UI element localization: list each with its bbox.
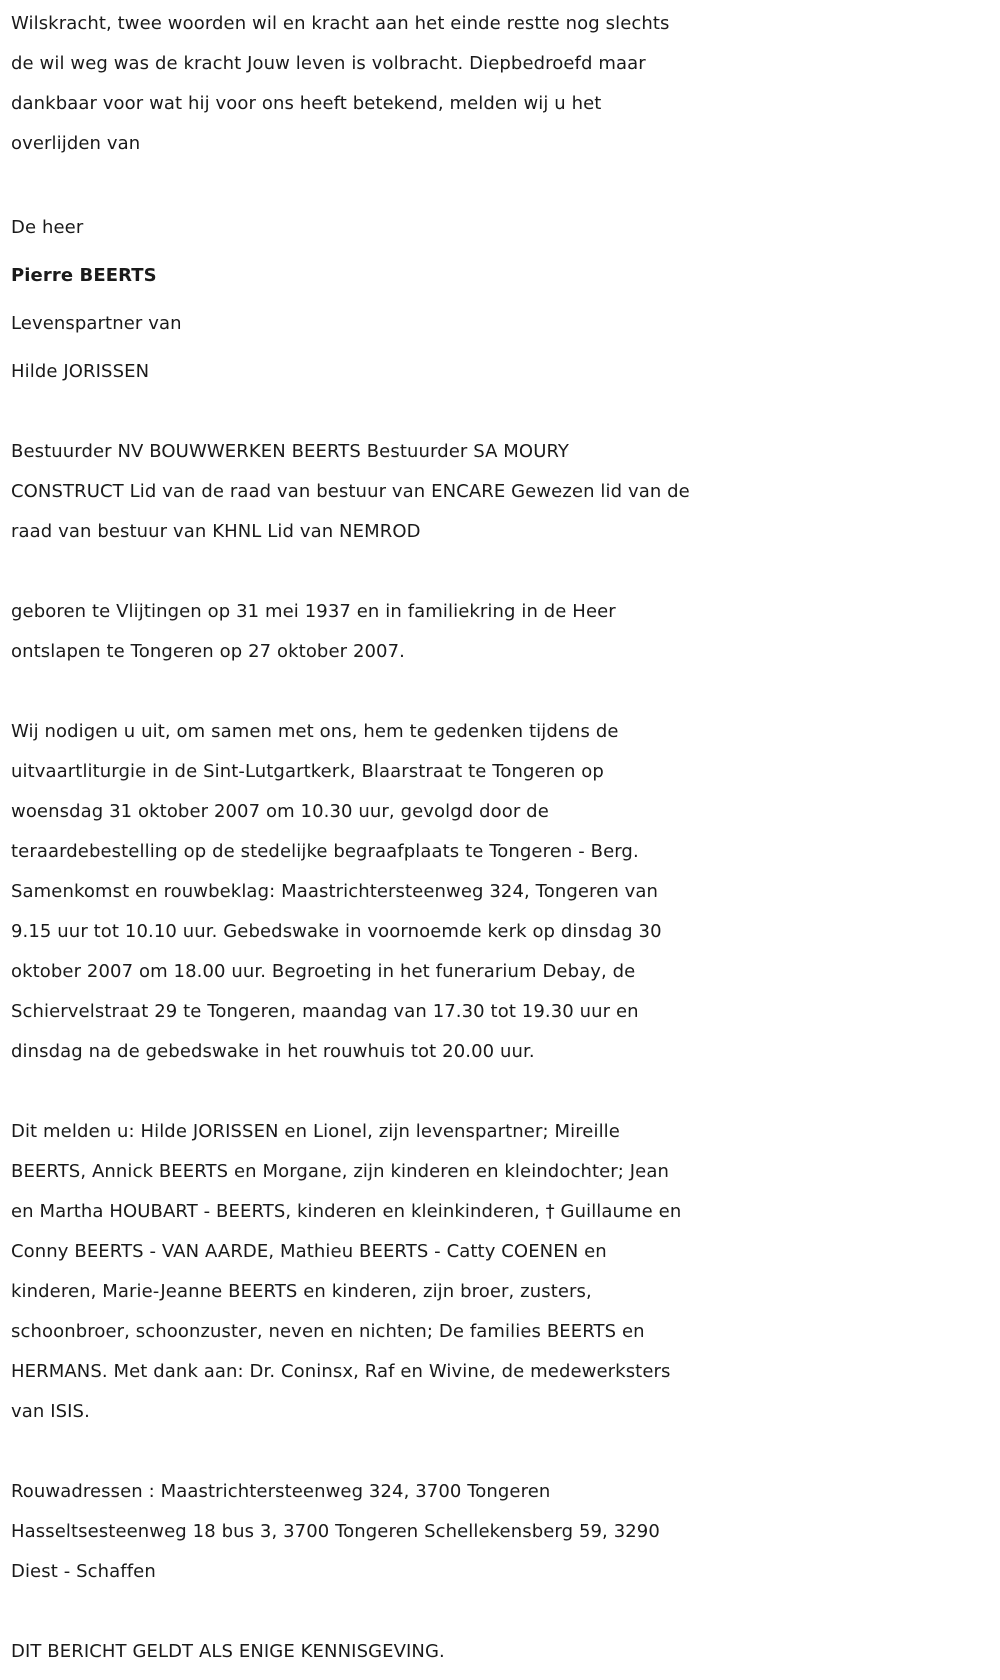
family-line: HERMANS. Met dank aan: Dr. Coninsx, Raf en Wivine, de medewerksters <box>11 1361 671 1382</box>
ceremony-line: Schiervelstraat 29 te Tongeren, maandag van 17.30 tot 19.30 uur en <box>11 1001 639 1022</box>
title-prefix: De heer <box>11 217 84 238</box>
obituary-document <box>11 4 991 1672</box>
ceremony-line: teraardebestelling op de stedelijke begraafplaats te Tongeren - Berg. <box>11 841 639 862</box>
family-paragraph <box>11 1112 991 1432</box>
address-line: Diest - Schaffen <box>11 1561 156 1582</box>
address-line: Hasseltsesteenweg 18 bus 3, 3700 Tongeren Schellekensberg 59, 3290 <box>11 1521 660 1542</box>
functions-line: Bestuurder NV BOUWWERKEN BEERTS Bestuurder SA MOURY <box>11 441 570 462</box>
family-line: schoonbroer, schoonzuster, neven en nichten; De families BEERTS en <box>11 1321 645 1342</box>
family-line: Conny BEERTS - VAN AARDE, Mathieu BEERTS - Catty COENEN en <box>11 1241 607 1262</box>
closing-paragraph <box>11 1632 991 1672</box>
ceremony-line: dinsdag na de gebedswake in het rouwhuis tot 20.00 uur. <box>11 1041 535 1062</box>
intro-line: dankbaar voor wat hij voor ons heeft betekend, melden wij u het <box>11 93 602 114</box>
address-line: Rouwadressen : Maastrichtersteenweg 324, 3700 Tongeren <box>11 1481 551 1502</box>
intro-paragraph <box>11 4 991 164</box>
deceased-name: Pierre BEERTS <box>11 265 157 286</box>
intro-line: overlijden van <box>11 133 141 154</box>
functions-paragraph <box>11 432 991 552</box>
birth-death-paragraph <box>11 592 991 672</box>
closing-notice: DIT BERICHT GELDT ALS ENIGE KENNISGEVING. <box>11 1641 445 1662</box>
family-line: en Martha HOUBART - BEERTS, kinderen en kleinkinderen, † Guillaume en <box>11 1201 682 1222</box>
ceremony-line: uitvaartliturgie in de Sint-Lutgartkerk, Blaarstraat te Tongeren op <box>11 761 604 782</box>
ceremony-paragraph <box>11 712 991 1072</box>
family-line: Dit melden u: Hilde JORISSEN en Lionel, zijn levenspartner; Mireille <box>11 1121 620 1142</box>
ceremony-line: Samenkomst en rouwbeklag: Maastrichtersteenweg 324, Tongeren van <box>11 881 659 902</box>
birth-death-line: geboren te Vlijtingen op 31 mei 1937 en in familiekring in de Heer <box>11 601 616 622</box>
birth-death-line: ontslapen te Tongeren op 27 oktober 2007. <box>11 641 405 662</box>
ceremony-line: 9.15 uur tot 10.10 uur. Gebedswake in voornoemde kerk op dinsdag 30 <box>11 921 662 942</box>
ceremony-line: woensdag 31 oktober 2007 om 10.30 uur, gevolgd door de <box>11 801 549 822</box>
ceremony-line: oktober 2007 om 18.00 uur. Begroeting in het funerarium Debay, de <box>11 961 636 982</box>
functions-line: CONSTRUCT Lid van de raad van bestuur van ENCARE Gewezen lid van de <box>11 481 690 502</box>
ceremony-line: Wij nodigen u uit, om samen met ons, hem te gedenken tijdens de <box>11 721 619 742</box>
relation-label: Levenspartner van <box>11 313 182 334</box>
family-line: van ISIS. <box>11 1401 90 1422</box>
addresses-paragraph <box>11 1472 991 1592</box>
functions-line: raad van bestuur van KHNL Lid van NEMROD <box>11 521 421 542</box>
intro-line: de wil weg was de kracht Jouw leven is volbracht. Diepbedroefd maar <box>11 53 646 74</box>
family-line: kinderen, Marie-Jeanne BEERTS en kinderen, zijn broer, zusters, <box>11 1281 592 1302</box>
partner-name: Hilde JORISSEN <box>11 361 150 382</box>
deceased-block <box>11 204 991 396</box>
intro-line: Wilskracht, twee woorden wil en kracht aan het einde restte nog slechts <box>11 13 670 34</box>
family-line: BEERTS, Annick BEERTS en Morgane, zijn kinderen en kleindochter; Jean <box>11 1161 669 1182</box>
